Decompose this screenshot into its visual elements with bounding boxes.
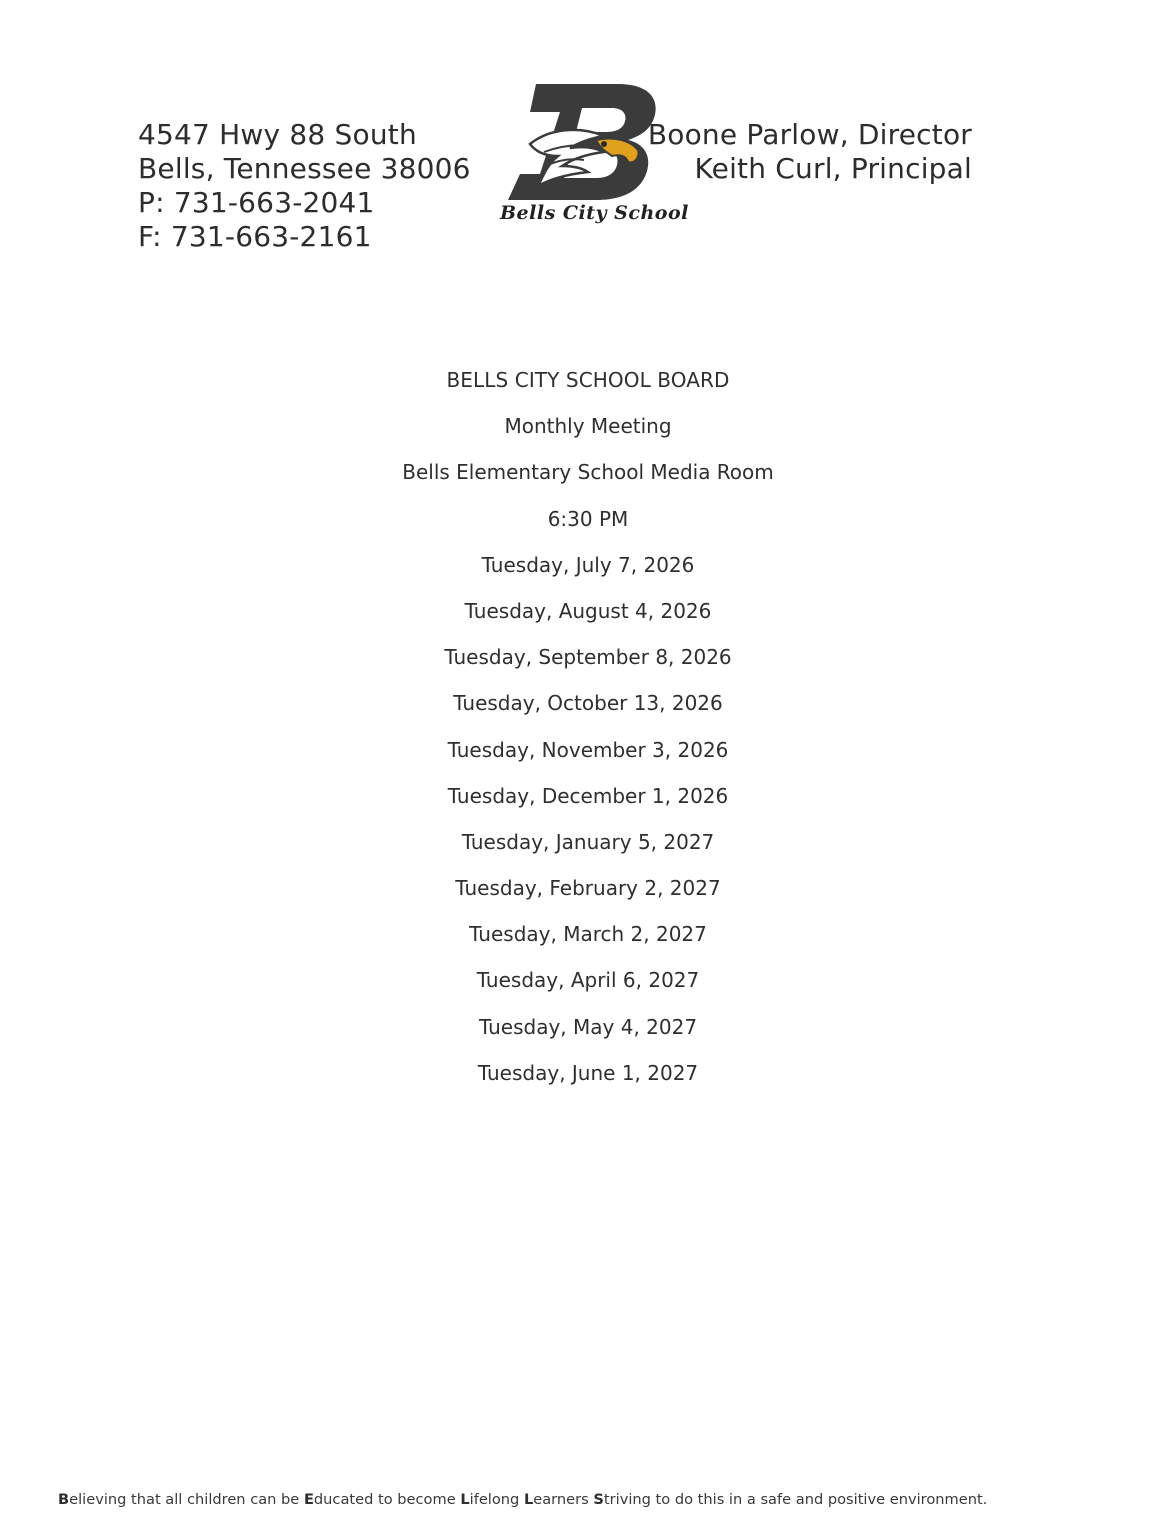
mission-part: triving to do this in a safe and positive environment. — [603, 1491, 988, 1508]
mission-part: elieving that all children can be — [69, 1491, 304, 1508]
mission-part: B — [58, 1491, 70, 1508]
meeting-time: 6:30 PM — [547, 506, 629, 531]
mission-part: earners — [533, 1491, 594, 1508]
address-city: Bells, Tennessee 38006 — [138, 152, 471, 185]
meeting-schedule — [0, 364, 1170, 1103]
meeting-date: Tuesday, November 3, 2026 — [447, 737, 729, 762]
logo-script-text: Bells City School — [500, 202, 689, 224]
meeting-date: Tuesday, January 5, 2027 — [461, 829, 715, 854]
meeting-date: Tuesday, December 1, 2026 — [447, 783, 729, 808]
meeting-date: Tuesday, July 7, 2026 — [481, 552, 695, 577]
meeting-date: Tuesday, September 8, 2026 — [444, 645, 732, 670]
meeting-date: Tuesday, April 6, 2027 — [476, 968, 700, 993]
mission-part: L — [523, 1491, 534, 1508]
meeting-location: Bells Elementary School Media Room — [402, 460, 774, 485]
meeting-date: Tuesday, February 2, 2027 — [455, 876, 721, 901]
mission-part: E — [303, 1491, 314, 1508]
meeting-date: Tuesday, March 2, 2027 — [469, 922, 707, 947]
mission-part: ducated to become — [313, 1491, 461, 1508]
meeting-date: Tuesday, August 4, 2026 — [464, 598, 712, 623]
meeting-date: Tuesday, October 13, 2026 — [453, 691, 723, 716]
meeting-type: Monthly Meeting — [504, 414, 672, 439]
staff-director: Boone Parlow, Director — [647, 118, 972, 151]
address-fax: F: 731-663-2161 — [138, 220, 372, 253]
staff-principal: Keith Curl, Principal — [694, 152, 972, 185]
mission-part: L — [460, 1491, 470, 1508]
school-address-block — [138, 118, 471, 254]
meeting-date: Tuesday, June 1, 2027 — [477, 1060, 699, 1085]
school-staff-block — [648, 118, 972, 186]
mission-part: S — [593, 1491, 604, 1508]
mission-part: ifelong — [469, 1491, 524, 1508]
address-street: 4547 Hwy 88 South — [138, 118, 417, 151]
address-phone: P: 731-663-2041 — [138, 186, 375, 219]
board-title: BELLS CITY SCHOOL BOARD — [446, 368, 730, 392]
mission-statement — [58, 1491, 987, 1508]
meeting-date: Tuesday, May 4, 2027 — [478, 1014, 698, 1039]
